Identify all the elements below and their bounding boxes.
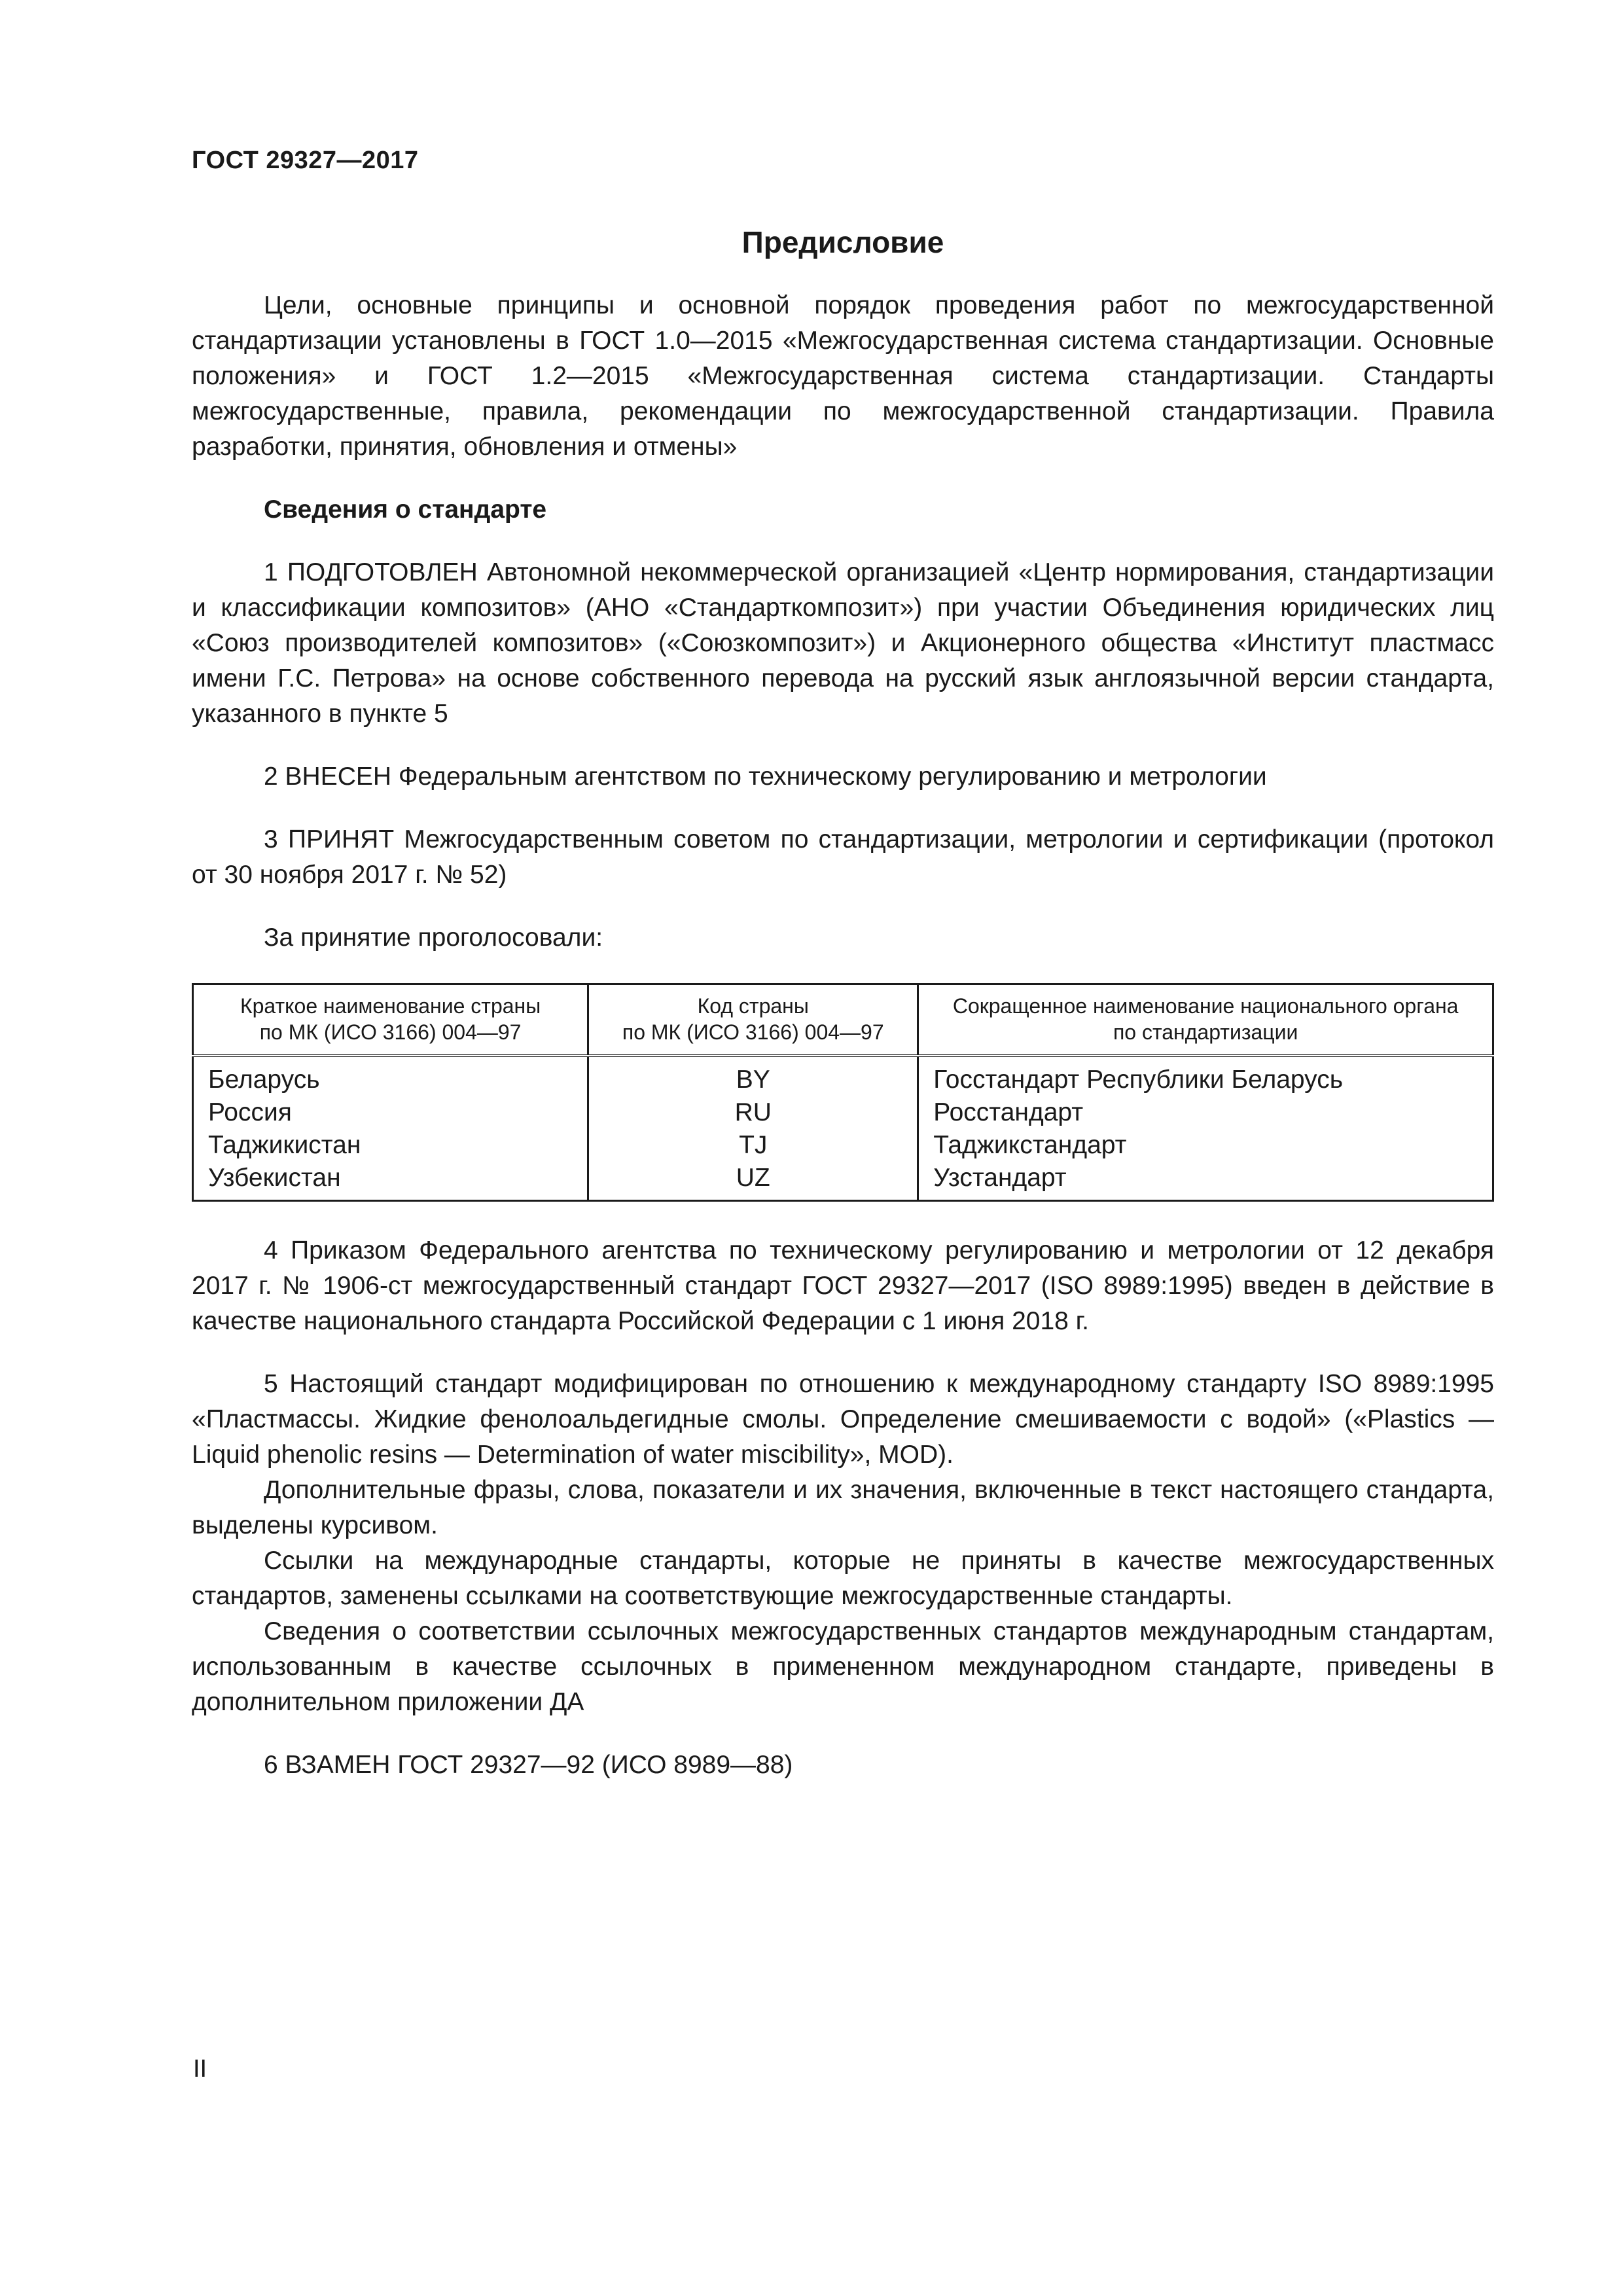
country-name-cell: Беларусь <box>193 1056 588 1096</box>
table-header-body <box>918 984 1493 1056</box>
national-body-cell: Таджикстандарт <box>918 1129 1493 1162</box>
table-row <box>193 1056 1493 1096</box>
national-body-cell: Росстандарт <box>918 1096 1493 1129</box>
country-code-cell: BY <box>588 1056 918 1096</box>
table-header-row <box>193 984 1493 1056</box>
votes-caption: За принятие проголосовали: <box>264 924 603 952</box>
item-1-paragraph: 1 ПОДГОТОВЛЕН Автономной некоммерческой организацией «Центр нормирования, стандартизации и классификации композитов» (АНО «Стандарткомпозит») при участии Объединения юридических лиц «Союз производителей композитов» («Союзкомпозит») и Акционерного общества «Институт пластмасс имени Г.С. Петрова» на основе собственного перевода на русский язык англоязычной версии стандарта, указанного в пункте 5 <box>192 558 1494 728</box>
header-line: Код страны <box>697 994 809 1018</box>
table-row <box>193 1096 1493 1129</box>
country-name-cell: Россия <box>193 1096 588 1129</box>
country-code-cell: RU <box>588 1096 918 1129</box>
header-line: по стандартизации <box>1113 1020 1298 1044</box>
header-line: Сокращенное наименование национального органа <box>952 994 1459 1018</box>
page-content <box>192 216 1494 1810</box>
country-code-cell: UZ <box>588 1162 918 1201</box>
country-name-cell: Узбекистан <box>193 1162 588 1201</box>
item-5-note-italics: Дополнительные фразы, слова, показатели и их значения, включенные в текст настоящего стандарта, выделены курсивом. <box>192 1476 1494 1539</box>
item-5-note-references: Ссылки на международные стандарты, которые не приняты в качестве межгосударственных стандартов, заменены ссылками на соответствующие межгосударственные стандарты. <box>192 1547 1494 1610</box>
table-header-code <box>588 984 918 1056</box>
item-5-paragraph: 5 Настоящий стандарт модифицирован по отношению к международному стандарту ISO 8989:1995 «Пластмассы. Жидкие фенолоальдегидные смолы. Определение смешиваемости с водой» («Plastics — Liquid phenolic resins — Determination of water miscibility», MOD). <box>192 1370 1494 1469</box>
page-number: II <box>193 2055 207 2083</box>
votes-table <box>192 983 1494 1202</box>
standard-code-header: ГОСТ 29327—2017 <box>192 147 419 174</box>
national-body-cell: Госстандарт Республики Беларусь <box>918 1056 1493 1096</box>
item-5-note-appendix: Сведения о соответствии ссылочных межгосударственных стандартов международным стандартам, использованным в качестве ссылочных в примененном международном стандарте, приведены в дополнительном приложении ДА <box>192 1617 1494 1716</box>
intro-paragraph: Цели, основные принципы и основной порядок проведения работ по межгосударственной стандартизации установлены в ГОСТ 1.0—2015 «Межгосударственная система стандартизации. Основные положения» и ГОСТ 1.2—2015 «Межгосударственная система стандартизации. Стандарты межгосударственные, правила, рекомендации по межгосударственной стандартизации. Правила разработки, принятия, обновления и отмены» <box>192 291 1494 461</box>
item-2-paragraph: 2 ВНЕСЕН Федеральным агентством по техническому регулированию и метрологии <box>264 762 1267 791</box>
item-3-paragraph: 3 ПРИНЯТ Межгосударственным советом по стандартизации, метрологии и сертификации (протокол от 30 ноября 2017 г. № 52) <box>192 825 1494 889</box>
table-row <box>193 1129 1493 1162</box>
table-header-country <box>193 984 588 1056</box>
header-line: по МК (ИСО 3166) 004—97 <box>259 1020 522 1044</box>
header-line: по МК (ИСО 3166) 004—97 <box>622 1020 884 1044</box>
country-name-cell: Таджикистан <box>193 1129 588 1162</box>
country-code-cell: TJ <box>588 1129 918 1162</box>
item-4-paragraph: 4 Приказом Федерального агентства по техническому регулированию и метрологии от 12 декабря 2017 г. № 1906-ст межгосударственный стандарт ГОСТ 29327—2017 (ISO 8989:1995) введен в действие в качестве национального стандарта Российской Федерации с 1 июня 2018 г. <box>192 1236 1494 1335</box>
national-body-cell: Узстандарт <box>918 1162 1493 1201</box>
item-6-paragraph: 6 ВЗАМЕН ГОСТ 29327—92 (ИСО 8989—88) <box>264 1751 793 1779</box>
page-title: Предисловие <box>741 225 944 259</box>
table-row <box>193 1162 1493 1201</box>
header-line: Краткое наименование страны <box>240 994 541 1018</box>
section-heading: Сведения о стандарте <box>264 495 547 524</box>
